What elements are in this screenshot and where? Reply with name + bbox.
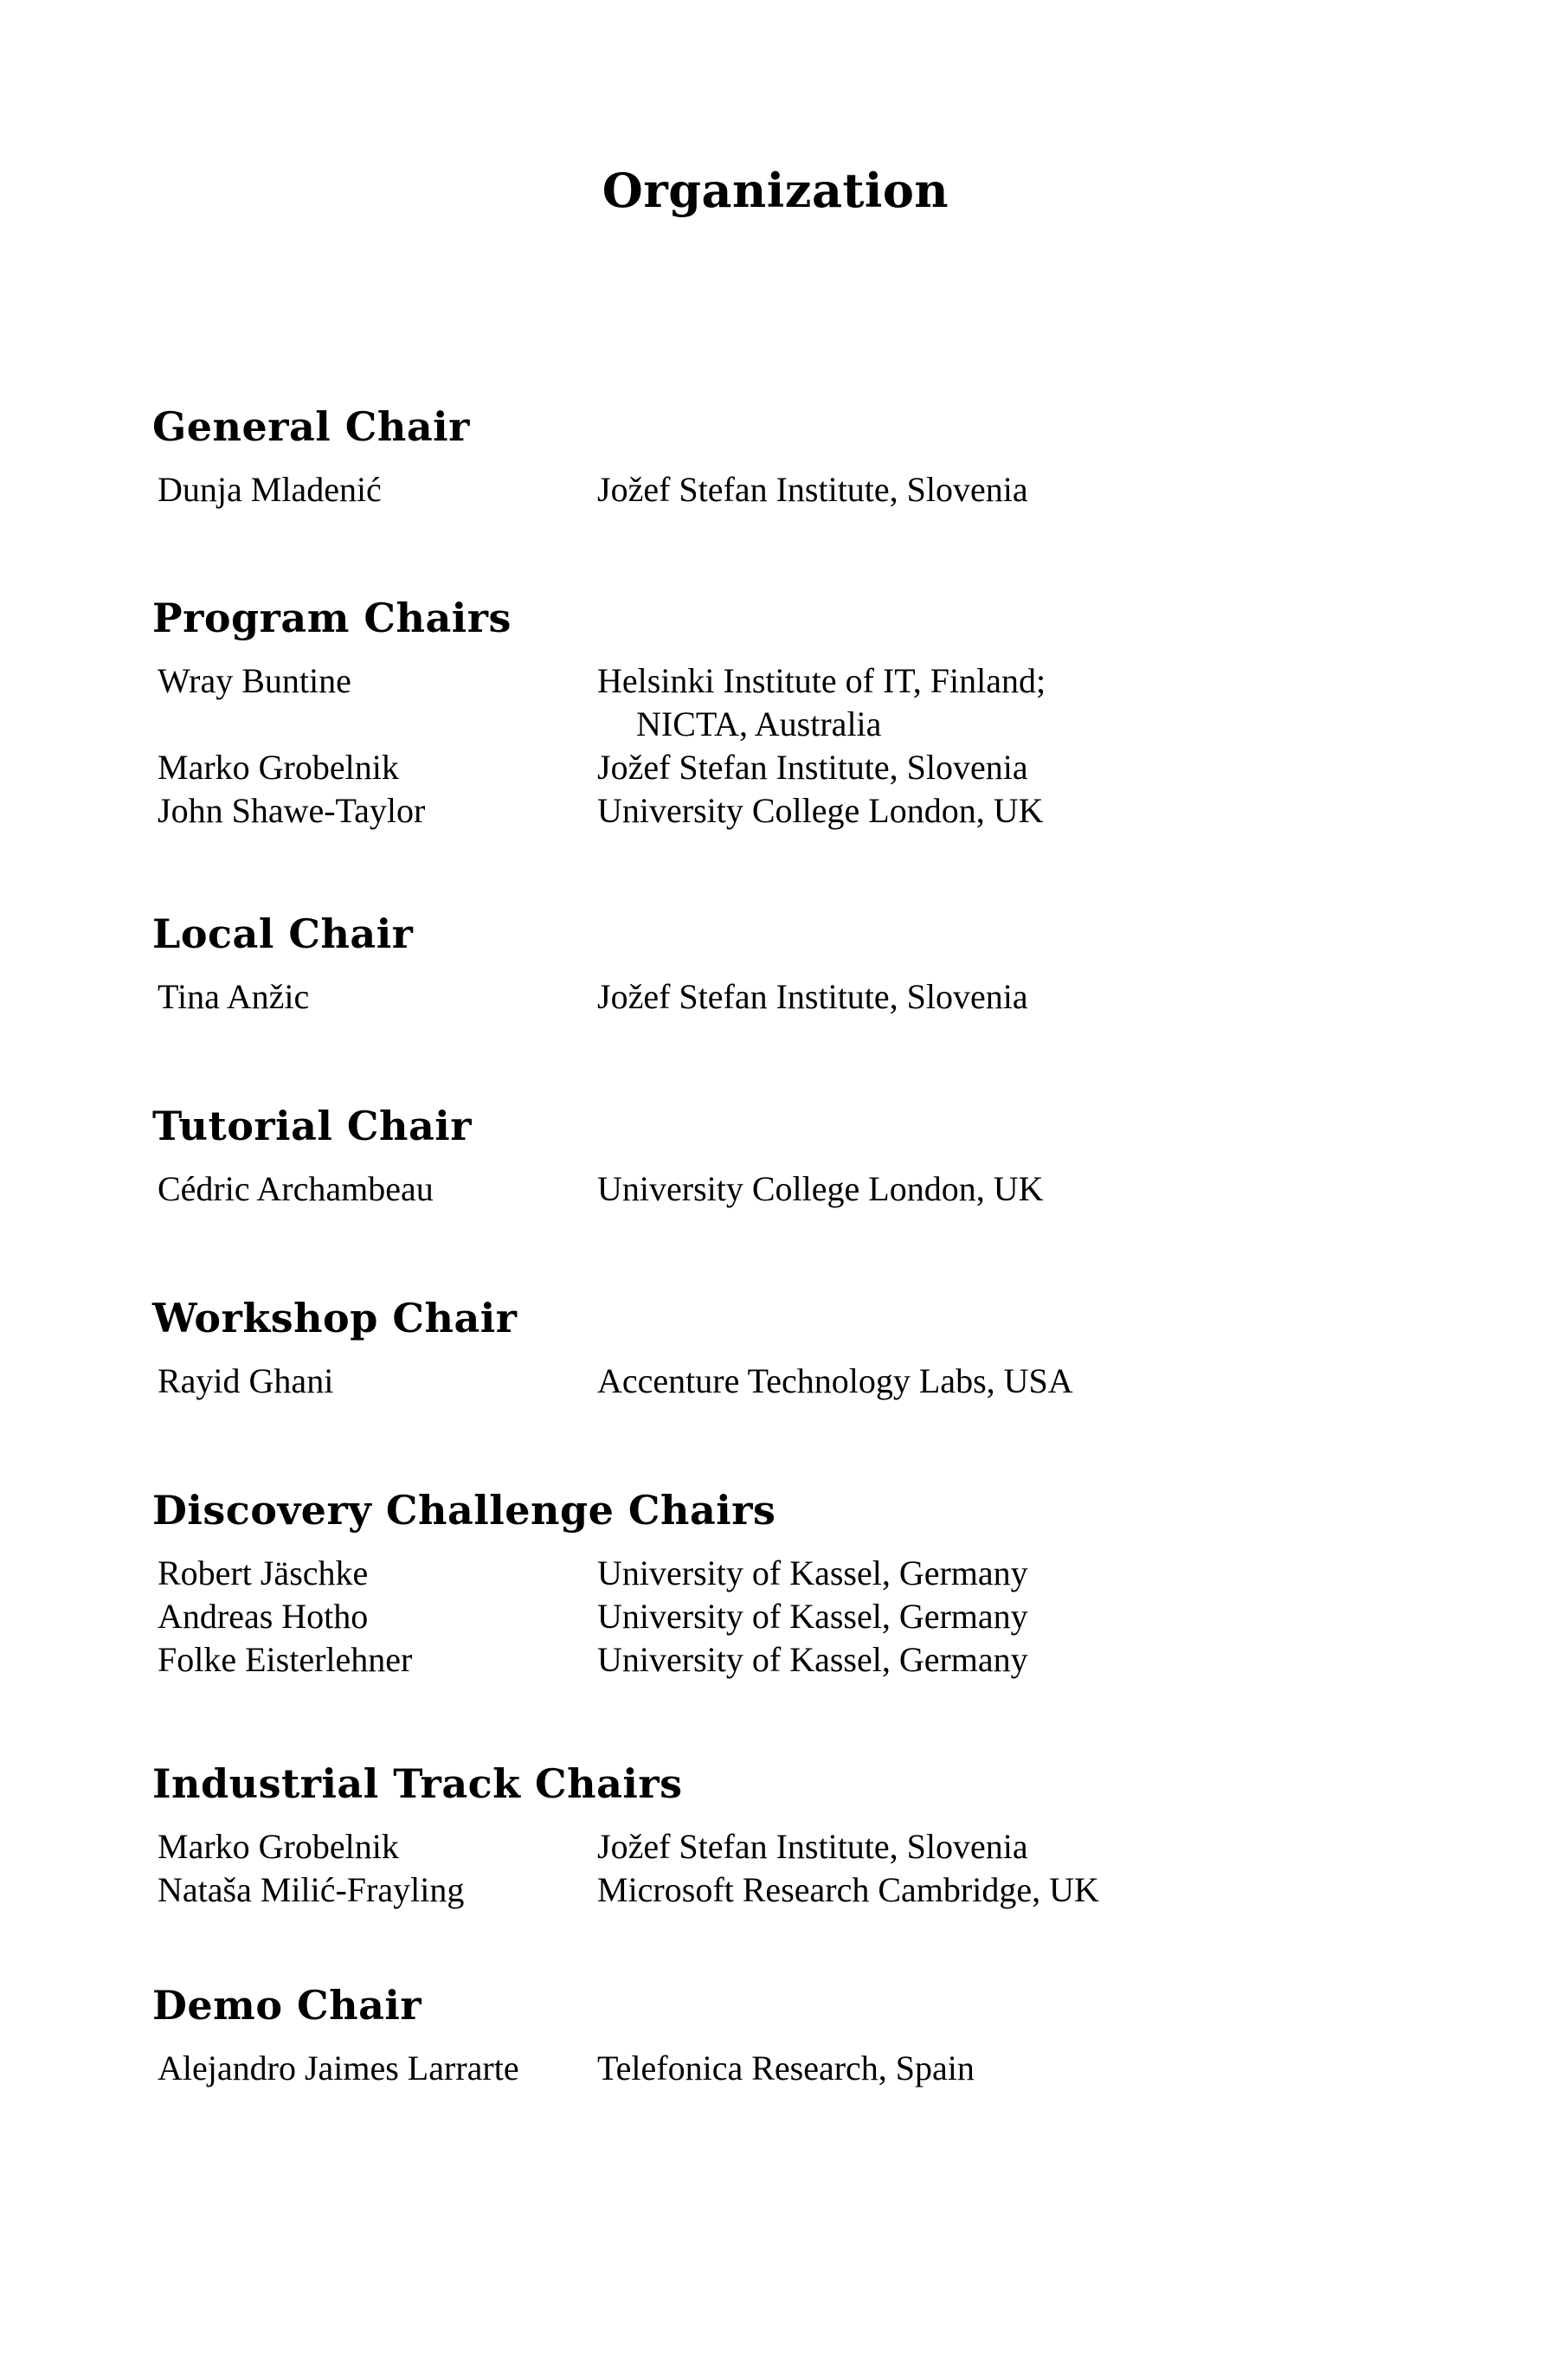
entry-list [152,1167,1407,1211]
entry-list [152,659,1407,833]
section-heading: Local Chair [152,910,414,957]
section-program-chairs [152,594,1407,833]
section-heading: General Chair [152,403,470,450]
list-item [152,746,1407,789]
section-heading: Workshop Chair [152,1295,518,1341]
person-name: Robert Jäschke [158,1553,369,1592]
person-name: Alejandro Jaimes Larrarte [158,2049,519,2087]
person-name: John Shawe-Taylor [158,791,426,830]
person-name: Wray Buntine [158,661,351,700]
entry-list [152,468,1407,511]
section-tutorial-chair [152,1102,1407,1211]
list-item [152,1638,1407,1682]
affiliation [597,1360,1407,1403]
entry-list [152,1360,1407,1403]
section-heading: Demo Chair [152,1982,422,2029]
person-name: Folke Eisterlehner [158,1640,413,1679]
list-item [152,975,1407,1019]
affiliation [597,746,1407,789]
affiliation-line: Jožef Stefan Institute, Slovenia [597,748,1028,787]
list-item [152,1552,1407,1595]
affiliation [597,468,1407,511]
affiliation-line: NICTA, Australia [636,704,882,743]
page-title: Organization [602,163,949,218]
list-item [152,1869,1407,1912]
list-item [152,789,1407,833]
affiliation [597,1167,1407,1211]
affiliation [597,1552,1407,1595]
affiliation [597,789,1407,833]
person-name: Dunja Mladenić [158,470,382,509]
entry-list [152,1552,1407,1682]
affiliation [597,1638,1407,1682]
person-name: Cédric Archambeau [158,1169,434,1208]
list-item [152,468,1407,511]
person-name: Rayid Ghani [158,1361,334,1400]
section-industrial-track-chairs [152,1759,1407,1912]
affiliation-line: Jožef Stefan Institute, Slovenia [597,1827,1028,1866]
list-item [152,1360,1407,1403]
section-heading: Industrial Track Chairs [152,1760,683,1807]
section-heading: Tutorial Chair [152,1103,472,1149]
affiliation-line: Helsinki Institute of IT, Finland; [597,661,1046,700]
person-name: Nataša Milić-Frayling [158,1870,465,1909]
affiliation [597,659,1407,746]
affiliation-line: Jožef Stefan Institute, Slovenia [597,977,1028,1016]
person-name: Marko Grobelnik [158,1827,399,1866]
entry-list [152,1825,1407,1912]
section-general-chair [152,402,1407,511]
list-item [152,1167,1407,1211]
list-item [152,2047,1407,2090]
person-name: Marko Grobelnik [158,748,399,787]
entry-list [152,975,1407,1019]
affiliation-line: University College London, UK [597,1169,1044,1208]
section-workshop-chair [152,1294,1407,1403]
list-item [152,659,1407,746]
affiliation [597,1825,1407,1869]
affiliation-line: Jožef Stefan Institute, Slovenia [597,470,1028,509]
person-name: Tina Anžic [158,977,310,1016]
section-heading: Program Chairs [152,595,512,641]
affiliation-line: Telefonica Research, Spain [597,2049,975,2087]
affiliation-line: Microsoft Research Cambridge, UK [597,1870,1099,1909]
section-demo-chair [152,1981,1407,2090]
entry-list [152,2047,1407,2090]
affiliation-line: University of Kassel, Germany [597,1640,1028,1679]
affiliation-line: University of Kassel, Germany [597,1597,1028,1636]
list-item [152,1595,1407,1638]
section-heading: Discovery Challenge Chairs [152,1487,776,1534]
section-discovery-challenge-chairs [152,1486,1407,1682]
affiliation-line: University College London, UK [597,791,1044,830]
affiliation-line: Accenture Technology Labs, USA [597,1361,1073,1400]
person-name: Andreas Hotho [158,1597,369,1636]
affiliation [597,975,1407,1019]
section-local-chair [152,910,1407,1019]
affiliation [597,1869,1407,1912]
affiliation [597,1595,1407,1638]
list-item [152,1825,1407,1869]
affiliation-line: University of Kassel, Germany [597,1553,1028,1592]
affiliation [597,2047,1407,2090]
